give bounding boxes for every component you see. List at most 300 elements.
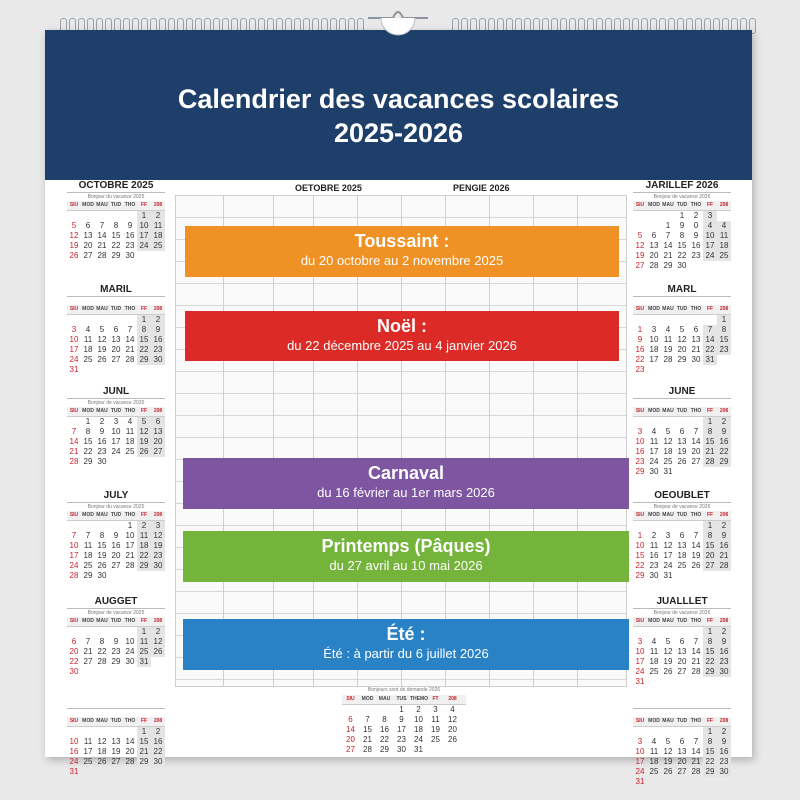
day-cell: 1 — [85, 417, 91, 426]
day-cell: 22 — [703, 657, 717, 667]
day-cell: 29 — [703, 767, 717, 777]
day-cell: 17 — [397, 725, 406, 734]
weekday-label: TUD — [676, 408, 688, 414]
day-cell: 29 — [137, 355, 151, 365]
day-cell: 13 — [677, 541, 687, 550]
day-cell: 25 — [649, 767, 659, 776]
day-cell: 19 — [663, 657, 673, 666]
day-cell — [137, 667, 151, 677]
day-cell: 18 — [83, 345, 93, 354]
day-cell — [717, 777, 731, 787]
day-cell: 24 — [703, 251, 717, 261]
day-cell: 9 — [399, 715, 404, 724]
day-cell: 23 — [97, 447, 107, 456]
day-cell: 30 — [125, 251, 135, 260]
day-cell: 15 — [137, 737, 151, 747]
day-cell: 31 — [414, 745, 423, 754]
day-cell: 25 — [83, 561, 93, 570]
day-cell: 1 — [127, 521, 133, 530]
day-cell: 18 — [414, 725, 423, 734]
day-cell: 11 — [137, 637, 151, 647]
day-grid — [633, 521, 731, 581]
day-cell: 26 — [677, 457, 687, 466]
day-cell — [689, 315, 703, 325]
day-cell: 16 — [635, 345, 645, 354]
day-cell: 26 — [137, 447, 151, 457]
day-cell: 23 — [691, 251, 701, 260]
day-cell — [151, 767, 165, 777]
day-cell: 16 — [125, 231, 135, 240]
day-cell: 3 — [637, 427, 643, 436]
day-cell: 17 — [111, 437, 121, 446]
day-cell — [109, 571, 123, 581]
day-cell — [81, 627, 95, 637]
day-cell: 24 — [635, 767, 645, 776]
day-cell: 12 — [663, 541, 673, 550]
day-cell: 15 — [137, 335, 151, 345]
weekday-label: FT — [432, 696, 439, 702]
weekday-label: 208 — [719, 306, 729, 312]
day-cell: 3 — [637, 637, 643, 646]
day-cell: 14 — [691, 747, 701, 756]
weekday-label: TUD — [676, 718, 688, 724]
day-cell — [95, 315, 109, 325]
day-cell: 18 — [649, 757, 659, 766]
day-cell — [647, 727, 661, 737]
weekday-label: THO — [690, 408, 702, 414]
day-cell: 21 — [83, 647, 93, 656]
day-cell: 23 — [717, 757, 731, 767]
weekday-label: THO — [124, 306, 136, 312]
day-cell: 4 — [665, 325, 671, 334]
weekday-label: MAU — [662, 618, 674, 624]
holiday-title: Carnaval — [367, 463, 445, 483]
day-cell: 13 — [677, 647, 687, 656]
month-subtitle: Bonjour du vacance 2025 — [67, 192, 165, 201]
day-cell: 31 — [663, 571, 673, 580]
day-cell: 16 — [717, 647, 731, 657]
day-cell: 20 — [691, 447, 701, 456]
day-cell: 20 — [346, 735, 355, 744]
weekday-label: THEMO — [410, 696, 429, 702]
day-cell: 1 — [703, 417, 717, 427]
month-subtitle: Bonjour de vacance 2026 — [633, 502, 731, 511]
day-cell: 19 — [431, 725, 440, 734]
day-cell: 23 — [151, 551, 165, 561]
day-cell: 21 — [363, 735, 372, 744]
day-cell: 6 — [651, 231, 657, 240]
month-subtitle — [633, 296, 731, 305]
weekday-label: MAU — [96, 408, 108, 414]
day-cell: 11 — [137, 531, 151, 541]
day-cell: 30 — [151, 355, 165, 365]
day-cell — [703, 315, 717, 325]
day-cell: 5 — [665, 427, 671, 436]
day-cell: 29 — [137, 561, 151, 571]
day-cell: 1 — [137, 627, 151, 637]
day-cell: 9 — [679, 221, 685, 230]
day-cell — [137, 457, 151, 467]
day-cell — [703, 261, 717, 271]
day-cell: 11 — [663, 335, 673, 344]
day-cell: 16 — [717, 541, 731, 551]
day-cell: 27 — [677, 767, 687, 776]
weekday-label: SIU — [635, 202, 645, 208]
day-cell: 20 — [448, 725, 457, 734]
day-cell: 16 — [151, 335, 165, 345]
day-cell: 27 — [111, 561, 121, 570]
day-cell — [444, 745, 461, 755]
day-cell: 9 — [127, 221, 133, 230]
day-cell — [647, 211, 661, 221]
weekday-label: MOD — [648, 306, 660, 312]
day-cell: 26 — [151, 647, 165, 657]
day-cell: 20 — [111, 345, 121, 354]
day-cell — [689, 417, 703, 427]
weekday-label: MOD — [82, 618, 94, 624]
day-cell: 17 — [649, 447, 659, 456]
bottom-day-grid — [342, 705, 466, 755]
day-cell: 15 — [635, 551, 645, 560]
day-cell: 4 — [703, 221, 717, 231]
day-cell — [123, 315, 137, 325]
day-cell: 12 — [97, 737, 107, 746]
day-cell: 15 — [717, 335, 731, 345]
weekday-label: FF — [140, 618, 148, 624]
day-cell: 28 — [69, 457, 79, 466]
day-cell — [703, 571, 717, 581]
day-cell — [661, 727, 675, 737]
month-name: AUGGET — [94, 596, 138, 607]
day-cell — [67, 521, 81, 531]
day-cell: 20 — [151, 437, 165, 447]
month-name: JULY — [103, 490, 129, 501]
day-grid — [67, 521, 165, 581]
weekday-label: FF — [140, 718, 148, 724]
day-cell — [109, 315, 123, 325]
weekday-label: 208 — [719, 408, 729, 414]
weekday-label: SIU — [635, 408, 645, 414]
day-cell: 26 — [691, 561, 701, 570]
day-cell: 25 — [125, 447, 135, 456]
weekday-label: SIU — [635, 718, 645, 724]
day-cell — [647, 677, 661, 687]
day-cell: 23 — [635, 457, 645, 466]
day-cell: 15 — [703, 541, 717, 551]
weekday-label: TUD — [676, 306, 688, 312]
day-cell: 8 — [703, 737, 717, 747]
day-cell: 27 — [691, 457, 701, 466]
day-cell: 18 — [677, 551, 687, 560]
day-cell: 16 — [691, 241, 701, 250]
day-grid — [633, 727, 731, 787]
day-cell: 17 — [125, 541, 135, 550]
day-cell: 13 — [691, 335, 701, 344]
right-mini-calendar — [633, 180, 731, 271]
day-cell: 6 — [113, 325, 119, 334]
day-cell: 25 — [663, 457, 673, 466]
day-cell — [647, 417, 661, 427]
day-cell: 28 — [125, 561, 135, 570]
weekday-row — [67, 717, 165, 727]
day-cell: 18 — [83, 551, 93, 560]
weekday-label: FF — [706, 618, 714, 624]
day-cell: 30 — [151, 757, 165, 767]
month-subtitle — [633, 708, 731, 717]
day-cell: 18 — [649, 345, 659, 354]
day-cell: 6 — [679, 531, 685, 540]
day-cell: 2 — [151, 211, 165, 221]
weekday-label: MAU — [378, 696, 391, 702]
weekday-label: 208 — [719, 618, 729, 624]
day-cell: 10 — [69, 335, 79, 344]
day-cell: 30 — [717, 667, 731, 677]
weekday-label: FF — [140, 202, 148, 208]
weekday-label: FF — [140, 306, 148, 312]
day-cell — [137, 767, 151, 777]
left-mini-calendar — [67, 386, 165, 467]
weekday-label: SIU — [69, 408, 79, 414]
day-cell: 2 — [151, 315, 165, 325]
day-cell: 17 — [69, 551, 79, 560]
day-cell: 30 — [151, 561, 165, 571]
day-grid — [67, 627, 165, 677]
day-cell — [717, 261, 731, 271]
weekday-label: TUD — [676, 512, 688, 518]
day-cell — [67, 727, 81, 737]
weekday-label: FF — [140, 512, 148, 518]
weekday-label: SIU — [69, 512, 79, 518]
day-cell: 23 — [717, 657, 731, 667]
center-column-title-1: OETOBRE 2025 — [295, 183, 362, 193]
holiday-dates: du 16 février au 1er mars 2026 — [317, 485, 495, 500]
weekday-label: SIU — [69, 306, 79, 312]
day-cell: 7 — [127, 325, 133, 334]
day-cell: 15 — [83, 437, 93, 446]
day-cell: 5 — [99, 325, 105, 334]
day-cell: 17 — [137, 231, 151, 241]
weekday-label: MAU — [96, 202, 108, 208]
day-cell: 14 — [125, 737, 135, 746]
day-cell: 9 — [717, 737, 731, 747]
left-mini-calendar — [67, 696, 165, 777]
day-cell: 5 — [665, 637, 671, 646]
day-cell: 14 — [703, 335, 717, 345]
day-cell: 31 — [69, 767, 79, 776]
day-cell: 10 — [125, 637, 135, 646]
day-cell: 25 — [83, 757, 93, 766]
day-cell: 28 — [663, 355, 673, 364]
day-cell: 28 — [703, 457, 717, 467]
day-cell — [95, 211, 109, 221]
weekday-label: THO — [124, 408, 136, 414]
page-title — [45, 82, 752, 150]
weekday-label: MAU — [96, 512, 108, 518]
day-grid — [67, 727, 165, 777]
holiday-band-toussaint — [185, 226, 619, 277]
day-cell: 9 — [717, 531, 731, 541]
holiday-dates: du 27 avril au 10 mai 2026 — [329, 558, 483, 573]
day-cell: 16 — [111, 541, 121, 550]
weekday-label: MOD — [82, 408, 94, 414]
weekday-label: FF — [706, 306, 714, 312]
day-cell: 14 — [691, 541, 701, 550]
day-cell — [647, 221, 661, 231]
day-cell — [661, 365, 675, 375]
day-cell: 28 — [717, 561, 731, 571]
day-cell — [689, 261, 703, 271]
day-cell: 29 — [677, 355, 687, 364]
day-cell: 15 — [363, 725, 372, 734]
day-cell — [717, 467, 731, 477]
day-cell: 10 — [649, 335, 659, 344]
month-name: JUNE — [668, 386, 696, 397]
title-line-1: Calendrier des vacances scolaires — [177, 84, 620, 114]
day-cell: 1 — [399, 705, 404, 714]
day-cell: 3 — [665, 531, 671, 540]
day-cell: 2 — [416, 705, 421, 714]
day-cell: 20 — [677, 657, 687, 666]
weekday-label: THO — [124, 618, 136, 624]
weekday-label: THO — [690, 202, 702, 208]
day-cell — [661, 417, 675, 427]
day-cell: 26 — [69, 251, 79, 260]
day-cell: 27 — [83, 657, 93, 666]
day-cell: 14 — [663, 241, 673, 250]
weekday-row — [633, 407, 731, 417]
day-cell — [81, 667, 95, 677]
day-cell: 12 — [677, 335, 687, 344]
day-cell — [633, 211, 647, 221]
day-cell — [67, 417, 81, 427]
weekday-label: THO — [124, 718, 136, 724]
day-cell: 3 — [637, 737, 643, 746]
day-cell: 21 — [691, 657, 701, 666]
day-cell: 28 — [125, 355, 135, 364]
day-cell — [675, 677, 689, 687]
weekday-label: THO — [690, 618, 702, 624]
day-cell: 27 — [151, 447, 165, 457]
weekday-label: MOD — [82, 306, 94, 312]
day-cell: 8 — [85, 427, 91, 436]
day-cell — [675, 727, 689, 737]
day-cell — [689, 727, 703, 737]
day-cell — [661, 677, 675, 687]
day-cell: 23 — [125, 241, 135, 250]
day-cell: 25 — [431, 735, 440, 744]
day-cell: 11 — [649, 541, 659, 550]
day-cell: 7 — [71, 531, 77, 540]
day-cell: 22 — [151, 747, 165, 757]
day-cell: 12 — [663, 437, 673, 446]
day-cell: 6 — [679, 737, 685, 746]
weekday-row — [67, 305, 165, 315]
weekday-label: 208 — [153, 718, 163, 724]
day-cell — [675, 571, 689, 581]
day-cell: 8 — [717, 325, 731, 335]
day-cell: 10 — [635, 747, 645, 756]
day-cell: 18 — [663, 447, 673, 456]
day-cell: 28 — [691, 667, 701, 676]
month-subtitle — [67, 296, 165, 305]
day-cell: 20 — [677, 345, 687, 354]
day-cell: 11 — [125, 427, 135, 436]
weekday-label: 208 — [153, 306, 163, 312]
day-cell: 28 — [363, 745, 372, 754]
weekday-label: MOD — [82, 512, 94, 518]
day-cell: 5 — [71, 221, 77, 230]
day-cell: 22 — [703, 345, 717, 355]
day-cell: 28 — [125, 757, 135, 766]
day-cell: 2 — [651, 531, 657, 540]
weekday-label: SIU — [69, 202, 79, 208]
day-cell: 3 — [651, 325, 657, 334]
month-name: OEOUBLET — [654, 490, 710, 501]
day-cell: 12 — [69, 231, 79, 240]
day-cell — [95, 627, 109, 637]
day-cell: 2 — [151, 627, 165, 637]
day-cell: 13 — [111, 335, 121, 344]
day-cell: 2 — [693, 211, 699, 220]
weekday-label: TUD — [110, 202, 122, 208]
day-cell: 9 — [717, 637, 731, 647]
day-cell: 15 — [703, 747, 717, 757]
day-cell: 7 — [99, 221, 105, 230]
day-cell: 21 — [663, 251, 673, 260]
day-cell — [81, 727, 95, 737]
day-cell: 27 — [677, 667, 687, 676]
day-grid — [633, 315, 731, 375]
day-cell — [151, 571, 165, 581]
day-cell: 1 — [637, 325, 643, 334]
day-cell — [661, 315, 675, 325]
day-cell: 21 — [691, 345, 701, 354]
day-cell: 14 — [125, 335, 135, 344]
day-cell — [95, 365, 109, 375]
day-cell — [95, 727, 109, 737]
holiday-dates: Été : à partir du 6 juillet 2026 — [323, 646, 489, 661]
day-cell: 10 — [69, 541, 79, 550]
day-cell: 26 — [663, 667, 673, 676]
month-subtitle: Bonjour de vacance 2025 — [67, 608, 165, 617]
day-cell — [81, 211, 95, 221]
day-cell: 24 — [137, 241, 151, 251]
day-cell: 23 — [151, 345, 165, 355]
day-cell — [689, 571, 703, 581]
day-cell: 31 — [635, 677, 645, 686]
bottom-weekday-row — [342, 695, 466, 705]
weekday-label: TUD — [676, 202, 688, 208]
day-cell: 31 — [69, 365, 79, 374]
day-cell: 29 — [83, 571, 93, 580]
day-cell: 13 — [111, 737, 121, 746]
day-cell: 27 — [635, 261, 645, 270]
day-cell — [151, 251, 165, 261]
weekday-label: MOD — [361, 696, 374, 702]
day-cell: 9 — [717, 427, 731, 437]
weekday-label: MAU — [662, 512, 674, 518]
day-cell: 22 — [635, 355, 645, 364]
holiday-title: Printemps (Pâques) — [321, 536, 491, 556]
day-cell: 16 — [151, 737, 165, 747]
day-cell: 24 — [663, 561, 673, 570]
day-cell: 25 — [677, 561, 687, 570]
weekday-label: FF — [140, 408, 148, 414]
day-cell: 23 — [111, 647, 121, 656]
day-cell: 17 — [649, 355, 659, 364]
weekday-label: TUD — [110, 512, 122, 518]
day-cell: 14 — [691, 437, 701, 446]
